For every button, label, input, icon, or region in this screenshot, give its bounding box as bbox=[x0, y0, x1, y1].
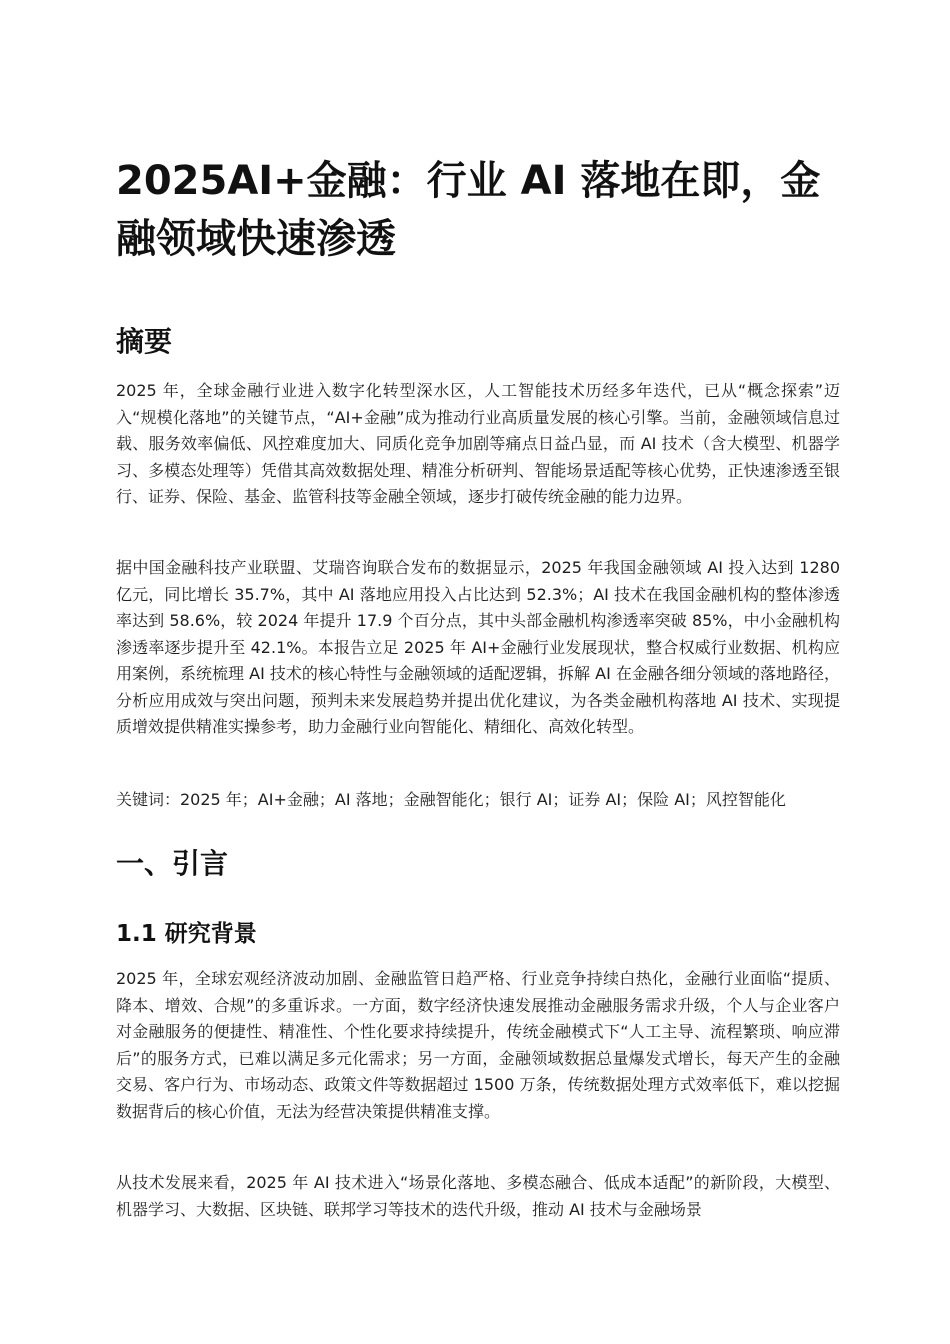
abstract-paragraph-1: 2025 年，全球金融行业进入数字化转型深水区，人工智能技术历经多年迭代，已从“概念探索”迈入“规模化落地”的关键节点，“AI+金融”成为推动行业高质量发展的核心引擎。当前，金融领域信息过载、服务效率偏低、风控难度加大、同质化竞争加剧等痛点日益凸显，而 AI 技术（含大模型、机器学习、多模态处理等）凭借其高效数据处理、精准分析研判、智能场景适配等核心优势，正快速渗透至银行、证券、保险、基金、监管科技等金融全领域，逐步打破传统金融的能力边界。 bbox=[116, 381, 840, 506]
keywords-line: 关键词：2025 年；AI+金融；AI 落地；金融智能化；银行 AI；证券 AI；保险 AI；风控智能化 bbox=[116, 790, 786, 809]
document-title: 2025AI+金融：行业 AI 落地在即，金融领域快速渗透 bbox=[116, 158, 821, 262]
body-paragraph-1: 2025 年，全球宏观经济波动加剧、金融监管日趋严格、行业竞争持续白热化，金融行业面临“提质、降本、增效、合规”的多重诉求。一方面，数字经济快速发展推动金融服务需求升级，个人与企业客户对金融服务的便捷性、精准性、个性化要求持续提升，传统金融模式下“人工主导、流程繁琐、响应滞后”的服务方式，已难以满足多元化需求；另一方面，金融领域数据总量爆发式增长，每天产生的金融交易、客户行为、市场动态、政策文件等数据超过 1500 万条，传统数据处理方式效率低下，难以挖掘数据背后的核心价值，无法为经营决策提供精准支撑。 bbox=[116, 969, 840, 1121]
abstract-heading: 摘要 bbox=[116, 325, 173, 358]
section-heading-introduction: 一、引言 bbox=[116, 847, 229, 880]
body-paragraph-2: 从技术发展来看，2025 年 AI 技术进入“场景化落地、多模态融合、低成本适配”的新阶段，大模型、机器学习、大数据、区块链、联邦学习等技术的迭代升级，推动 AI 技术与金融场景 bbox=[116, 1173, 840, 1219]
abstract-paragraph-2: 据中国金融科技产业联盟、艾瑞咨询联合发布的数据显示，2025 年我国金融领域 AI 投入达到 1280 亿元，同比增长 35.7%，其中 AI 落地应用投入占比达到 52.3%；AI 技术在我国金融机构的整体渗透率达到 58.6%，较 2024 年提升 17.9 个百分点，其中头部金融机构渗透率突破 85%，中小金融机构渗透率逐步提升至 42.1%。本报告立足 2025 年 AI+金融行业发展现状，整合权威行业数据、机构应用案例，系统梳理 AI 技术的核心特性与金融领域的适配逻辑，拆解 AI 在金融各细分领域的落地路径，分析应用成效与突出问题，预判未来发展趋势并提出优化建议，为各类金融机构落地 AI 技术、实现提质增效提供精准实操参考，助力金融行业向智能化、精细化、高效化转型。 bbox=[116, 558, 840, 736]
subsection-heading-research-background: 1.1 研究背景 bbox=[116, 921, 257, 947]
